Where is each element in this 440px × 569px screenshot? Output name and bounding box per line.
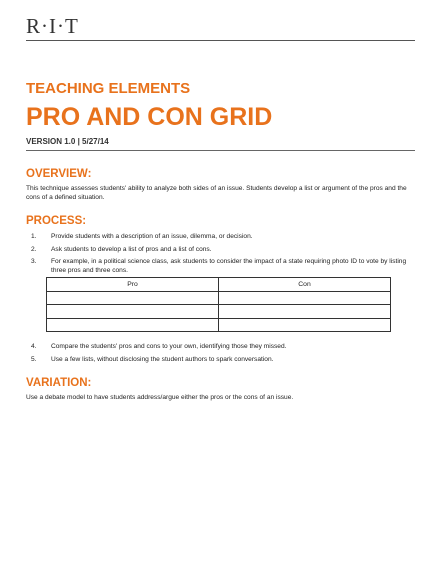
- variation-heading: VARIATION:: [26, 376, 92, 389]
- step-number: 3.: [31, 258, 37, 265]
- list-item: [26, 355, 415, 364]
- overview-heading: OVERVIEW:: [26, 168, 92, 180]
- con-cell: [219, 305, 391, 319]
- pro-cell: [47, 305, 219, 319]
- rit-logo: R·I·T: [26, 14, 79, 38]
- step-text: Ask students to develop a list of pros and a list of cons.: [51, 245, 212, 253]
- step-text: Use a few lists, without disclosing the student authors to spark conversation.: [51, 355, 274, 363]
- pro-cell: [47, 291, 219, 305]
- step-number: 5.: [31, 355, 37, 363]
- pro-con-grid: [46, 277, 391, 332]
- document-body: [26, 80, 415, 402]
- process-section: [26, 214, 415, 364]
- con-cell: [219, 291, 391, 305]
- table-row: [47, 305, 391, 319]
- variation-section: [26, 376, 415, 402]
- con-cell: [219, 318, 391, 332]
- list-item: [26, 342, 415, 351]
- step-text: For example, in a political science class, ask students to consider the impact of a state requiring photo ID to vote by listing three pros and three cons.: [51, 258, 407, 274]
- process-steps: [26, 232, 415, 275]
- variation-text: Use a debate model to have students address/argue either the pros or the cons of an issue.: [26, 393, 294, 401]
- pro-cell: [47, 318, 219, 332]
- step-number: 4.: [31, 343, 37, 350]
- table-row: [47, 278, 391, 292]
- list-item: [26, 257, 415, 275]
- overview-section: [26, 167, 415, 202]
- list-item: [26, 245, 415, 254]
- process-steps-continued: [26, 342, 415, 364]
- con-column-header: Con: [219, 278, 391, 292]
- process-heading: PROCESS:: [26, 215, 87, 227]
- version-line: VERSION 1.0 | 5/27/14: [26, 137, 415, 151]
- step-number: 1.: [31, 233, 37, 240]
- page-title: PRO AND CON GRID: [26, 103, 273, 131]
- table-row: [47, 291, 391, 305]
- table-row: [47, 318, 391, 332]
- pro-column-header: Pro: [47, 278, 219, 292]
- header-rule: [26, 40, 415, 41]
- list-item: [26, 232, 415, 241]
- series-label: TEACHING ELEMENTS: [26, 80, 191, 97]
- step-text: Provide students with a description of an issue, dilemma, or decision.: [51, 233, 253, 240]
- step-number: 2.: [31, 245, 37, 253]
- overview-text: This technique assesses students' ability to analyze both sides of an issue. Students develop a list or argument of the pros and the cons of a defined situation.: [26, 185, 407, 201]
- step-text: Compare the students' pros and cons to your own, identifying those they missed.: [51, 343, 287, 350]
